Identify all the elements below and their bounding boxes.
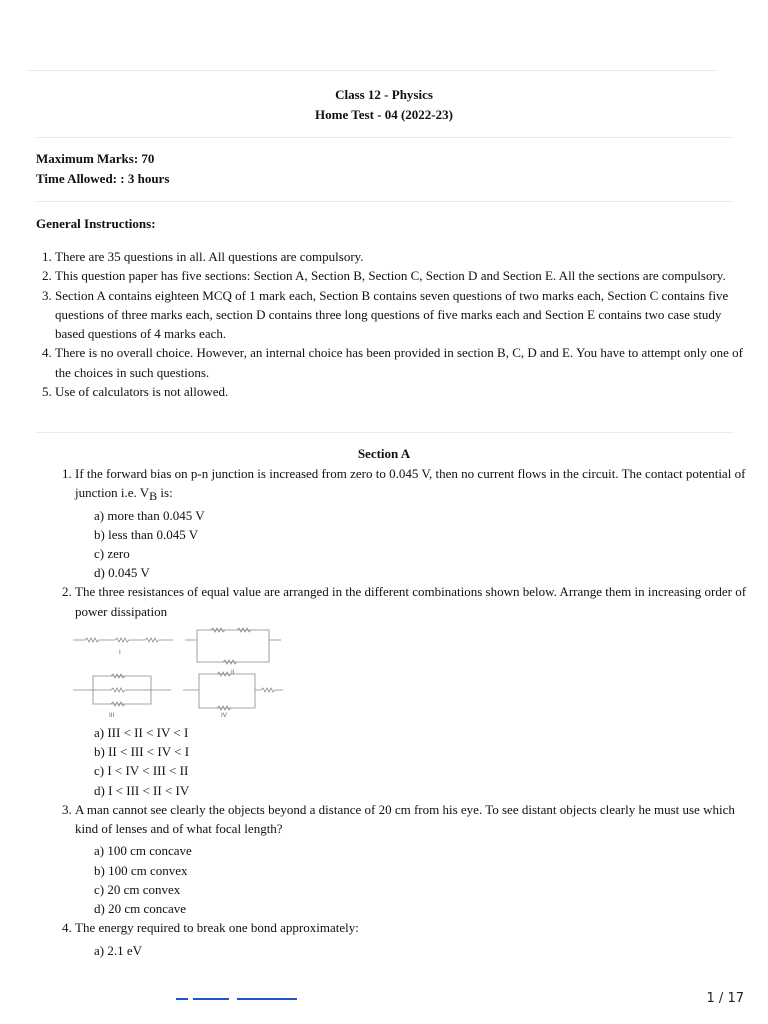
divider <box>36 432 734 433</box>
option: a) 2.1 eV <box>94 942 143 958</box>
nav-link[interactable] <box>176 998 188 1000</box>
option: b) less than 0.045 V <box>94 526 199 542</box>
instruction-item: 5. Use of calculators is not allowed. <box>55 382 745 401</box>
question-2 <box>75 582 751 799</box>
option: c) 20 cm convex <box>94 881 181 897</box>
max-marks: Maximum Marks: 70 <box>36 151 155 166</box>
options-list <box>94 506 751 583</box>
question-text-tail: is: <box>157 485 173 501</box>
circuit-label: I <box>119 649 121 656</box>
option: d) I < III < II < IV <box>94 782 190 798</box>
page-title: Class 12 - Physics <box>335 87 433 102</box>
divider <box>36 137 734 138</box>
circuit-label: II <box>231 669 235 676</box>
top-divider <box>26 70 718 71</box>
section-a-heading: Section A <box>357 446 411 461</box>
question-1 <box>75 464 751 582</box>
option: b) II < III < IV < I <box>94 744 190 760</box>
question-4 <box>75 918 751 960</box>
question-text: The energy required to break one bond approximately: <box>75 920 359 936</box>
option: d) 20 cm concave <box>94 901 187 917</box>
options-list <box>94 941 751 960</box>
option: b) 100 cm convex <box>94 862 188 878</box>
question-text: A man cannot see clearly the objects beyond a distance of 20 cm from his eye. To see distant objects clearly he must use which kind of lenses and of what focal length? <box>75 801 735 837</box>
instruction-item: 1. There are 35 questions in all. All questions are compulsory. <box>55 247 745 266</box>
question-3 <box>75 800 751 918</box>
question-text: If the forward bias on p-n junction is increased from zero to 0.045 V, then no current flows in the circuit. The contact potential of junction i.e. V <box>75 466 746 501</box>
time-allowed: Time Allowed: : 3 hours <box>36 171 170 186</box>
option: a) III < II < IV < I <box>94 725 189 740</box>
nav-link[interactable] <box>237 998 297 1000</box>
resistor-circuits-figure <box>71 624 291 720</box>
instructions-list <box>36 247 745 401</box>
instruction-item: 3. Section A contains eighteen MCQ of 1 mark each, Section B contains seven questions of two marks each, Section C contains five questions of three marks each, section D contains three long questions of five marks each and Section E contains two case study based questions of 4 marks each. <box>55 286 745 344</box>
option: c) zero <box>94 546 130 561</box>
subscript: B <box>149 489 158 504</box>
option: a) 100 cm concave <box>94 843 192 859</box>
options-list <box>94 841 751 918</box>
test-subtitle: Home Test - 04 (2022-23) <box>315 107 453 122</box>
option: d) 0.045 V <box>94 565 150 581</box>
question-list <box>56 464 751 960</box>
question-text: The three resistances of equal value are arranged in the different combinations shown below. Arrange them in increasing order of power dissipation <box>75 584 747 619</box>
nav-link[interactable] <box>193 998 229 1000</box>
divider <box>36 201 734 202</box>
circuit-label: IV <box>221 712 227 719</box>
instruction-item: 4. There is no overall choice. However, an internal choice has been provided in section B, C, D and E. You have to attempt only one of the choices in such questions. <box>55 343 745 382</box>
page-indicator: 1 / 17 <box>706 991 744 1006</box>
circuit-label: III <box>109 712 115 719</box>
options-list <box>94 723 751 800</box>
instructions-heading: General Instructions: <box>36 216 156 231</box>
option: a) more than 0.045 V <box>94 507 205 523</box>
option: c) I < IV < III < II <box>94 763 189 779</box>
instruction-item: 2. This question paper has five sections: Section A, Section B, Section C, Section D and Section E. All the sections are compulsory. <box>55 266 745 285</box>
